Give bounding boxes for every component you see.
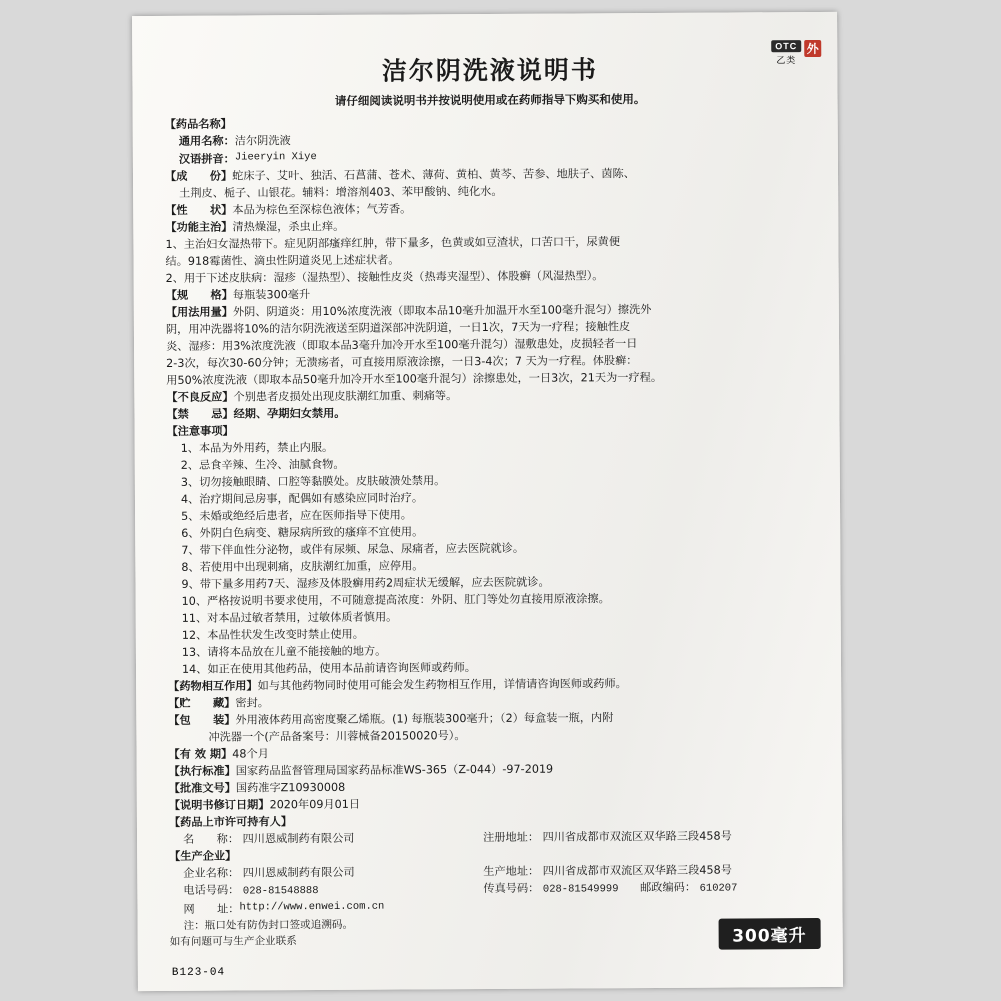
package-label: 【包 装】: [168, 713, 236, 727]
notice-item: 10、严格按说明书要求使用，不可随意提高浓度：外阴、肛门等处勿直接用原液涂擦。: [181, 592, 610, 608]
generic-name-value: 洁尔阴洗液: [234, 134, 291, 149]
notice-item: 2、忌食辛辣、生冷、油腻食物。: [180, 457, 345, 472]
manufacturer-header: 【生产企业】: [169, 849, 237, 864]
pinyin-value: Jieeryin Xiye: [234, 150, 317, 164]
validity-label: 【有 效 期】: [168, 747, 233, 761]
phone-value: 028-81548888: [242, 885, 319, 898]
adverse-value: 个别患者皮损处出现皮肤潮红加重、刺痛等。: [233, 388, 458, 404]
usage-line-2: 阴，用冲洗器将10%的洁尔阴洗液送至阴道深部冲洗阴道，一日1次，7天为一疗程；接触性皮: [165, 319, 631, 336]
mah-address-value: 四川省成都市双流区双华路三段458号: [542, 829, 732, 844]
contraindication-value: 经期、孕期妇女禁用。: [233, 406, 346, 421]
notice-item: 1、本品为外用药，禁止内服。: [180, 440, 334, 455]
zip-label: 邮政编码：: [640, 880, 697, 895]
anti-counterfeit-note: 注：瓶口处有防伪封口签或追溯码。: [183, 918, 354, 933]
interaction-value: 如与其他药物同时使用可能会发生药物相互作用，详情请咨询医师或药师。: [257, 677, 627, 693]
spec-label: 【规 格】: [165, 288, 233, 302]
mah-name-label: 名 称：: [183, 832, 240, 846]
validity-value: 48个月: [232, 747, 269, 761]
volume-badge: 300毫升: [718, 918, 821, 950]
property-label: 【性 状】: [165, 203, 233, 217]
fax-value: 028-81549999: [542, 883, 619, 896]
standard-value: 国家药品监督管理局国家药品标准WS-365（Z-044）-97-2019: [235, 762, 554, 778]
notice-item: 13、请将本品放在儿童不能接触的地方。: [181, 644, 387, 659]
leaflet-page: [132, 12, 843, 991]
function-label: 【功能主治】: [165, 220, 233, 234]
leaflet-content: [164, 38, 821, 981]
usage-line-5: 用50%浓度洗液（即取本品50毫升加冷开水至100毫升混匀）涂擦患处，一日3次，21天为一疗程。: [166, 370, 663, 387]
pinyin-label: 汉语拼音：: [178, 152, 235, 166]
notice-item: 12、本品性状发生改变时禁止使用。: [181, 627, 364, 642]
revision-value: 2020年09月01日: [269, 797, 361, 812]
storage-label: 【贮 藏】: [168, 696, 236, 710]
page-subtitle: 请仔细阅读说明书并按说明使用或在药师指导下购买和使用。: [334, 92, 646, 108]
notice-item: 5、未婚或绝经后患者，应在医师指导下使用。: [181, 508, 412, 523]
section-drug-name-header: 【药品名称】: [164, 118, 232, 132]
document-code: B123-04: [171, 966, 226, 979]
notice-item: 4、治疗期间忌房事，配偶如有感染应同时治疗。: [180, 491, 424, 506]
contraindication-label: 【禁 忌】: [166, 407, 234, 421]
ingredients-line-1: 蛇床子、艾叶、独活、石菖蒲、苍术、薄荷、黄柏、黄芩、苦参、地肤子、茵陈、: [232, 166, 635, 183]
package-line-2: 冲洗器一个(产品备案号：川蓉械备20150020号）。: [208, 729, 466, 744]
spec-value: 每瓶装300毫升: [232, 287, 311, 302]
approval-value: 国药准字Z10930008: [235, 780, 346, 795]
usage-line-3: 炎、湿疹：用3%浓度洗液（即取本品3毫升加冷开水至100毫升混匀）湿敷患处，皮损轻者一日: [166, 336, 638, 353]
adverse-label: 【不良反应】: [166, 390, 234, 404]
ingredients-label: 【成 份】: [164, 169, 233, 183]
notice-header: 【注意事项】: [166, 424, 234, 438]
notice-item: 6、外阴白色病变、糖尿病所致的瘙痒不宜使用。: [181, 525, 424, 540]
storage-value: 密封。: [235, 696, 269, 710]
external-use-icon: 外: [804, 40, 821, 57]
production-address-value: 四川省成都市双流区双华路三段458号: [542, 863, 732, 878]
function-item-1b: 结。918霉菌性、滴虫性阴道炎见上述症状者。: [165, 253, 400, 268]
otc-badge: OTC: [771, 40, 801, 52]
generic-name-label: 通用名称：: [178, 135, 235, 149]
phone-label: 电话号码：: [183, 883, 240, 898]
package-line-1: 外用液体药用高密度聚乙烯瓶。(1) 每瓶装300毫升；（2）每盒装一瓶，内附: [235, 711, 614, 727]
notice-item: 3、切勿接触眼睛、口腔等黏膜处。皮肤破溃处禁用。: [180, 474, 446, 489]
usage-line-4: 2-3次，每次30-60分钟；无溃疡者，可直接用原液涂擦，一日3-4次；7 天为一疗程。体股癣：: [166, 353, 638, 370]
property-value: 本品为棕色至深棕色液体；气芳香。: [232, 202, 412, 217]
mah-header: 【药品上市许可持有人】: [168, 815, 293, 830]
notice-item: 9、带下量多用药7天、湿疹及体股癣用药2周症状无缓解，应去医院就诊。: [181, 575, 550, 591]
function-value: 清热燥湿，杀虫止痒。: [232, 219, 345, 234]
ingredients-line-2: 土荆皮、栀子、山银花。辅料：增溶剂403、苯甲酸钠、纯化水。: [179, 184, 503, 200]
company-name-value: 四川恩威制药有限公司: [242, 865, 355, 880]
zip-value: 610207: [699, 882, 738, 895]
usage-line-1: 外阴、阴道炎：用10%浓度洗液（即取本品10毫升加温开水至100毫升混匀）擦洗外: [232, 302, 652, 319]
fax-label: 传真号码：: [483, 881, 540, 896]
mah-address-label: 注册地址：: [483, 830, 540, 845]
notice-item: 11、对本品过敏者禁用，过敏体质者慎用。: [181, 610, 398, 625]
approval-label: 【批准文号】: [168, 781, 236, 796]
notice-item: 8、若使用中出现刺痛，皮肤潮红加重，应停用。: [181, 559, 424, 574]
page-title: 洁尔阴洗液说明书: [381, 55, 598, 86]
function-item-2: 2、用于下述皮肤病：湿疹（湿热型）、接触性皮炎（热毒夹湿型）、体股癣（风湿热型）。: [165, 268, 604, 285]
production-address-label: 生产地址：: [483, 864, 540, 879]
website-label: 网 址：: [183, 902, 240, 916]
phone-row: [169, 878, 820, 901]
contact-note: 如有问题可与生产企业联系: [169, 935, 297, 949]
usage-label: 【用法用量】: [165, 305, 234, 319]
interaction-label: 【药物相互作用】: [168, 679, 258, 693]
notice-item: 14、如正在使用其他药品，使用本品前请咨询医师或药师。: [181, 661, 476, 676]
function-item-1: 1、主治妇女湿热带下。症见阴部瘙痒红肿，带下量多，色黄或如豆渣状，口苦口干，尿黄便: [165, 234, 621, 251]
website-value[interactable]: http://www.enwei.com.cn: [239, 900, 385, 914]
revision-label: 【说明书修订日期】: [168, 798, 270, 813]
notice-item: 7、带下伴血性分泌物，或伴有尿频、尿急、尿痛者，应去医院就诊。: [181, 541, 525, 557]
otc-class-label: 乙类: [776, 56, 797, 67]
standard-label: 【执行标准】: [168, 764, 236, 779]
mah-name-value: 四川恩威制药有限公司: [242, 831, 355, 846]
company-name-label: 企业名称：: [183, 866, 240, 881]
